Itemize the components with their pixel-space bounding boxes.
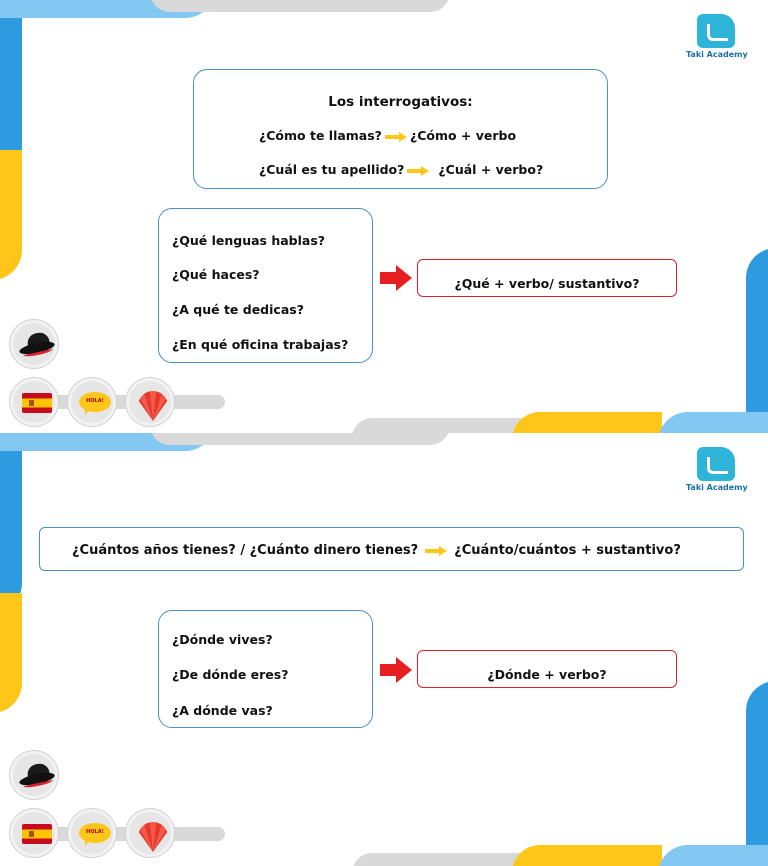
- donde-rule: ¿Dónde + verbo?: [487, 667, 607, 682]
- summary-title: Los interrogativos:: [328, 94, 473, 110]
- red-arrow-icon: [380, 265, 412, 291]
- hola-text: HOLA!: [86, 829, 104, 835]
- hand-fan-badge: [126, 378, 174, 426]
- hand-fan-badge: [126, 809, 174, 857]
- logo-icon: [697, 447, 735, 481]
- que-question-3: ¿A qué te dedicas?: [172, 302, 304, 317]
- decor-yellow-bottom: [512, 412, 662, 433]
- interrogatives-summary-box: [193, 69, 608, 189]
- decor-gray-top: [150, 433, 450, 445]
- decor-light-blue-bottom: [658, 845, 768, 866]
- decor-blue-right: [746, 681, 768, 866]
- que-rule: ¿Qué + verbo/ sustantivo?: [454, 276, 640, 291]
- decor-yellow-left: [0, 593, 22, 713]
- yellow-arrow-icon: [385, 133, 407, 141]
- slide-2: [0, 433, 768, 866]
- spain-flag-icon: [22, 393, 52, 413]
- hola-bubble-badge: [68, 809, 116, 857]
- summary-rule-1: ¿Cómo + verbo: [409, 128, 517, 143]
- taki-academy-logo: [686, 14, 746, 59]
- hand-fan-icon: [138, 822, 168, 852]
- flamenco-hat-badge: [10, 320, 58, 368]
- decor-blue-right: [746, 248, 768, 433]
- decor-blue-left: [0, 433, 22, 613]
- spain-flag-badge: [10, 378, 58, 426]
- cuanto-row: [72, 543, 681, 558]
- donde-question-3: ¿A dónde vas?: [172, 703, 273, 718]
- que-rule-box: [417, 259, 677, 297]
- yellow-arrow-icon: [407, 167, 429, 175]
- logo-text: Taki Academy: [686, 483, 748, 492]
- hola-bubble-icon: [79, 823, 111, 843]
- taki-academy-logo: [686, 447, 746, 492]
- cuanto-box: [39, 527, 744, 571]
- decor-yellow-left: [0, 150, 22, 280]
- decor-gray-top: [150, 0, 450, 12]
- que-question-2: ¿Qué haces?: [172, 267, 260, 282]
- spain-flag-badge: [10, 809, 58, 857]
- donde-rule-box: [417, 650, 677, 688]
- donde-question-1: ¿Dónde vives?: [172, 632, 273, 647]
- que-questions-box: [158, 208, 373, 363]
- que-question-4: ¿En qué oficina trabajas?: [172, 337, 349, 352]
- cuanto-rule: ¿Cuánto/cuántos + sustantivo?: [454, 543, 681, 558]
- que-question-1: ¿Qué lenguas hablas?: [172, 233, 326, 248]
- summary-rule-2: ¿Cuál + verbo?: [438, 162, 544, 177]
- spain-flag-icon: [22, 824, 52, 844]
- hola-bubble-badge: [68, 378, 116, 426]
- hand-fan-icon: [138, 391, 168, 421]
- summary-row-1: [259, 128, 516, 143]
- donde-questions-box: [158, 610, 373, 728]
- flamenco-hat-badge: [10, 751, 58, 799]
- hola-bubble-icon: [79, 392, 111, 412]
- summary-question-1: ¿Cómo te llamas?: [259, 128, 382, 143]
- logo-icon: [697, 14, 735, 48]
- yellow-arrow-icon: [425, 547, 447, 555]
- cuanto-question: ¿Cuántos años tienes? / ¿Cuánto dinero tienes?: [72, 543, 419, 558]
- decor-light-blue-bottom: [658, 412, 768, 433]
- summary-question-2: ¿Cuál es tu apellido?: [259, 162, 405, 177]
- summary-row-2: [259, 162, 543, 177]
- hola-text: HOLA!: [86, 398, 104, 404]
- donde-question-2: ¿De dónde eres?: [172, 667, 289, 682]
- decor-yellow-bottom: [512, 845, 662, 866]
- logo-text: Taki Academy: [686, 50, 748, 59]
- red-arrow-icon: [380, 657, 412, 683]
